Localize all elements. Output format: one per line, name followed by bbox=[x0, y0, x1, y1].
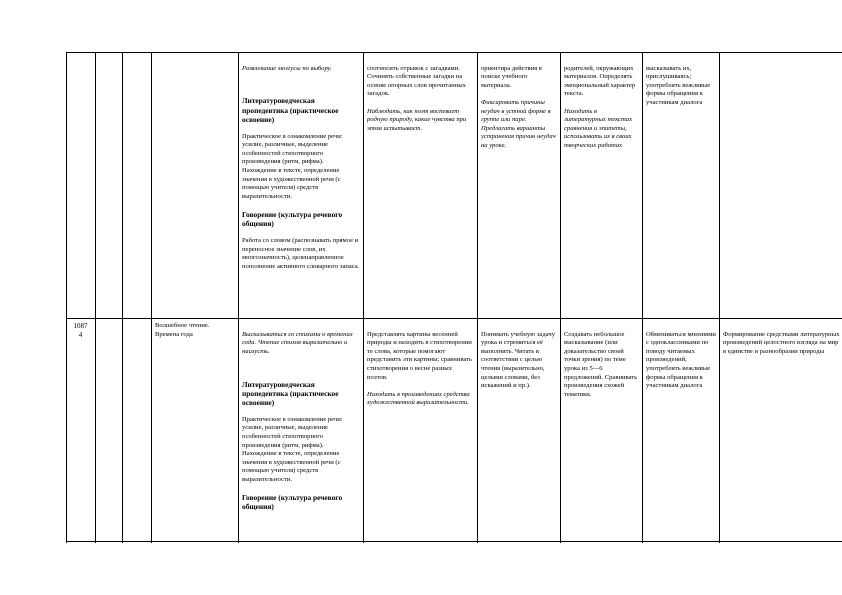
col-border-4 bbox=[238, 52, 239, 543]
col-border-9 bbox=[719, 52, 720, 543]
row2-personal-text: Формирование средствами литературных произведений целостного взгляда на мир в единстве и разнообразии природы bbox=[723, 330, 840, 355]
row1-activity-cell bbox=[242, 56, 360, 316]
row1-subject-text: соотносить отрывок с загадками. Сочинять собственные загадки на основе опорных слов прочитанных загадок. bbox=[367, 64, 466, 98]
row1-activity-para1: Практическое в ознакомление речи: усилие, различные, выделение особенностей стихотворного произведения (ритм, рифма). Нахождение в тексте, определение значения в художественной речи (с помощью учителя) средств выразительности. bbox=[242, 132, 343, 200]
row-divider bbox=[66, 318, 842, 319]
row2-subject-italic: Находить в произведениях средства художественной выразительности. bbox=[367, 390, 470, 407]
row2-cognitive-cell bbox=[564, 322, 639, 540]
row2-activity-para1: Практическое в ознакомление речи: усилие, различные, выделение особенностей стихотворного произведения (ритм, рифма). Нахождение в тексте, определение значения в художественной речи (с помощью учителя) средств выразительности. bbox=[242, 415, 343, 483]
row1-activity-intro: Развлекание мозгусы по выбору. bbox=[242, 64, 332, 72]
table-bottom-border bbox=[66, 541, 842, 542]
row2-subject-text: Представлять картины весенней природы и находить в стихотворении те слова, которые помогают представить эти картины; сравнивать стихотворения о весне разных поэтов. bbox=[367, 330, 472, 381]
row1-cognitive-text: родителей, окружающих материалов. Определять эмоциональный характер текста. bbox=[564, 64, 636, 98]
row1-regulatory-cell bbox=[481, 56, 557, 316]
row2-communicative-cell bbox=[646, 322, 716, 540]
col-border-3 bbox=[151, 52, 152, 543]
col-border-0 bbox=[66, 52, 67, 543]
row2-topic: Волшебное чтение. Времена года bbox=[155, 322, 210, 338]
row2-regulatory-text: Понимать учебную задачу урока и стремиться её выполнить. Читать в соответствии с целью чтения (выразительно, целыми словами, без искажений и пр.). bbox=[481, 330, 555, 390]
col-border-2 bbox=[122, 52, 123, 543]
row2-personal-cell bbox=[723, 322, 842, 540]
row1-subject-italic: Наблюдать, как поэт воспевает родную природу, какие чувства при этом испытывает. bbox=[367, 107, 467, 132]
row1-regulatory-italic: Фиксировать причины неудач в устной форме в группе или паре. Предлагать варианты устранения причин неудач на уроке. bbox=[481, 98, 556, 149]
row2-activity-intro: Высказываться со стихами о временах года. Чтение стихов выразительно и наизусть. bbox=[242, 330, 353, 355]
row1-activity-heading2: Говорение (культура речевого общения) bbox=[242, 209, 343, 229]
row2-activity-cell bbox=[242, 322, 360, 540]
row1-communicative-text: высказывать их, прислушиваясь; употреблять вежливые формы обращения к участникам диалога bbox=[646, 64, 711, 106]
row2-regulatory-cell bbox=[481, 322, 557, 540]
row1-cognitive-cell bbox=[564, 56, 639, 316]
row2-subject-cell bbox=[367, 322, 474, 540]
col-border-8 bbox=[642, 52, 643, 543]
col-border-7 bbox=[560, 52, 561, 543]
row2-communicative-text: Обмениваться мнениями с одноклассниками по поводу читаемых произведений; употреблять вежливые формы обращения к участникам диалога bbox=[646, 330, 716, 390]
lesson-plan-table bbox=[66, 52, 842, 543]
row1-cognitive-italic: Находить в литературных текстах сравнения и эпитеты, использовать их в своих творческих работах bbox=[564, 107, 633, 149]
row1-regulatory-text: ориентира действия в поиске учебного материала. bbox=[481, 64, 542, 89]
row2-cognitive-text: Создавать небольшое высказывание (или доказательство своей точки зрения) по теме урока из 5—6 предложений. Сравнивать произведения схожей тематики. bbox=[564, 330, 638, 398]
row1-communicative-cell bbox=[646, 56, 716, 316]
col-border-5 bbox=[363, 52, 364, 543]
row1-activity-heading1: Литературоведческая пропедевтика (практическое освоение) bbox=[242, 96, 339, 124]
row1-activity-para2: Работа со словом (распознавать прямое и переносное значение слов, их многозначность), целенаправленное пополнение активного словарного запаса. bbox=[242, 236, 360, 270]
row1-subject-cell bbox=[367, 56, 474, 316]
row2-activity-heading1: Литературоведческая пропедевтика (практическое освоение) bbox=[242, 379, 339, 407]
table-top-border bbox=[66, 52, 842, 53]
row2-lesson-number: 1087 4 bbox=[73, 322, 88, 339]
row2-activity-heading2: Говорение (культура речевого общения) bbox=[242, 493, 343, 512]
col-border-1 bbox=[95, 52, 96, 543]
col-border-6 bbox=[477, 52, 478, 543]
